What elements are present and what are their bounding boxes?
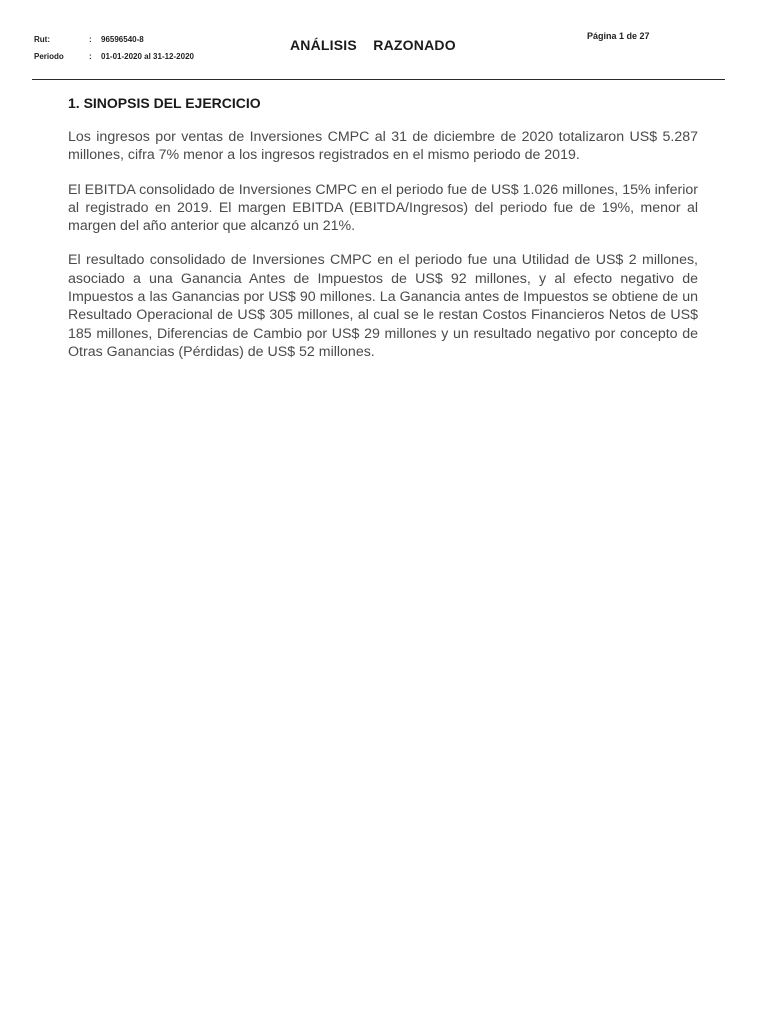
periodo-separator: : [89,52,92,61]
document-meta [34,31,194,65]
section-heading: 1. SINOPSIS DEL EJERCICIO [68,95,261,111]
periodo-label: Periodo [34,52,64,61]
header-divider [32,79,725,80]
paragraph-revenue: Los ingresos por ventas de Inversiones CMPC al 31 de diciembre de 2020 totalizaron US$ 5.287 millones, cifra 7% menor a los ingresos registrados en el mismo periodo de 2019. [68,129,698,164]
document-title: ANÁLISIS RAZONADO [290,37,456,53]
rut-label: Rut: [34,35,50,44]
periodo-row [34,48,194,65]
paragraph-result: El resultado consolidado de Inversiones CMPC en el periodo fue una Utilidad de US$ 2 millones, asociado a una Ganancia Antes de Impuestos de US$ 92 millones, y al efecto negativo de Impuestos a las Ganancias por US$ 90 millones. La Ganancia antes de Impuestos se obtiene de un Resultado Operacional de US$ 305 millones, al cual se le restan Costos Financieros Netos de US$ 185 millones, Diferencias de Cambio por US$ 29 millones y un resultado negativo por concepto de Otras Ganancias (Pérdidas) de US$ 52 millones. [68,252,698,360]
document-body [68,94,698,377]
paragraph-ebitda: El EBITDA consolidado de Inversiones CMPC en el periodo fue de US$ 1.026 millones, 15% inferior al registrado en 2019. El margen EBITDA (EBITDA/Ingresos) del periodo fue de 19%, menor al margen del año anterior que alcanzó un 21%. [68,181,698,235]
page-indicator: Página 1 de 27 [587,31,650,41]
periodo-value: 01-01-2020 al 31-12-2020 [101,52,194,61]
page-header [0,0,768,80]
rut-row [34,31,194,48]
rut-separator: : [89,35,92,44]
rut-value: 96596540-8 [101,35,144,44]
